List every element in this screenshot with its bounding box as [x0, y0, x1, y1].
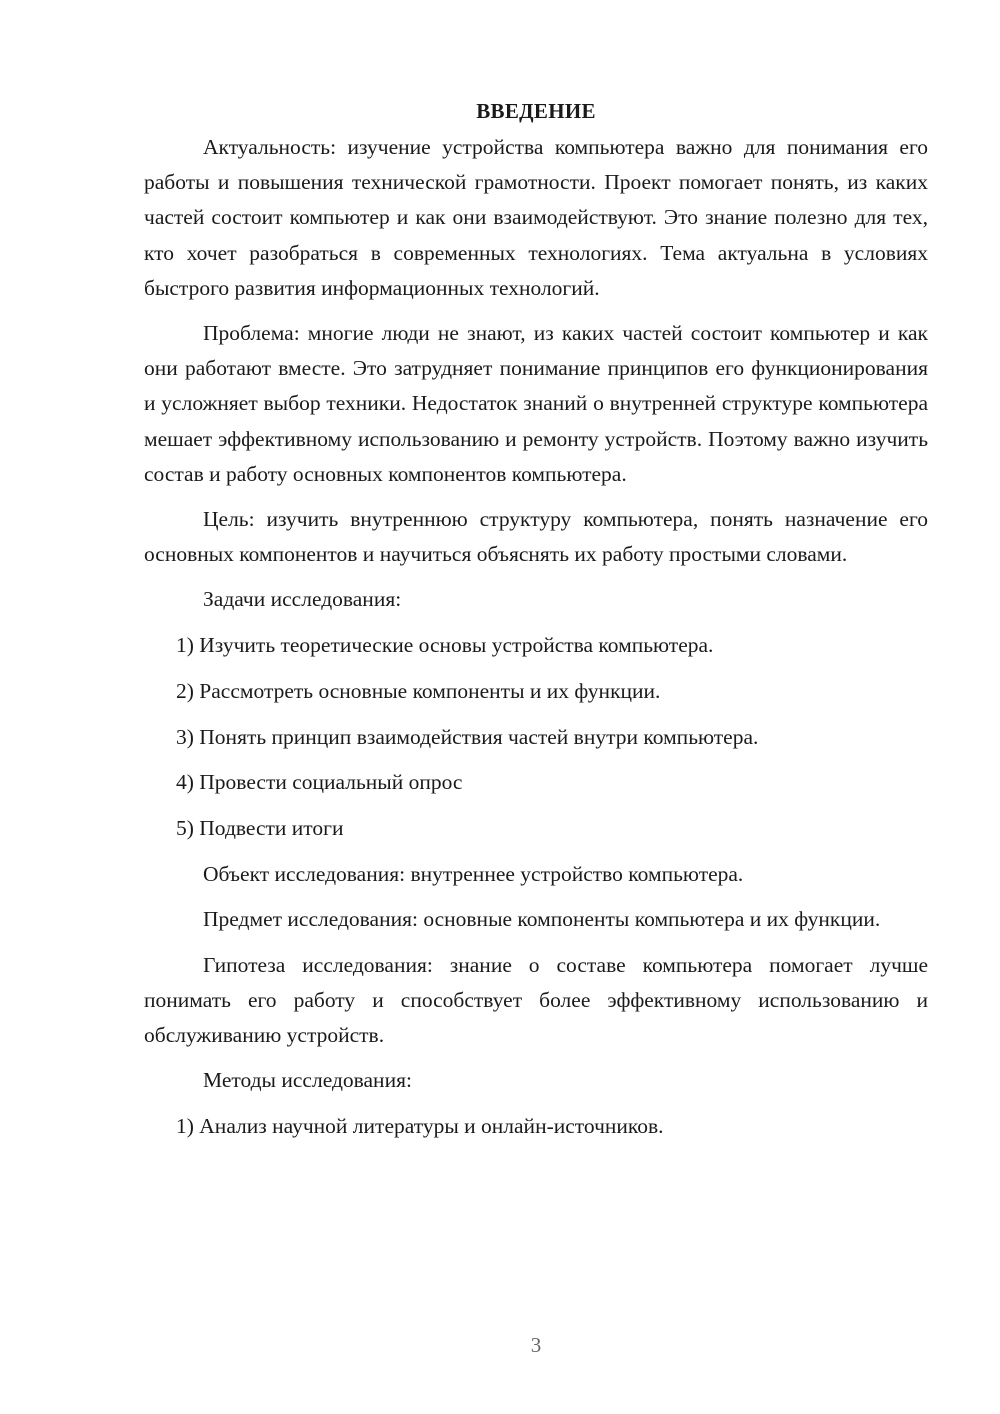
method-item-1: 1) Анализ научной литературы и онлайн-источников.	[176, 1113, 664, 1138]
task-item-4: 4) Провести социальный опрос	[176, 770, 463, 795]
relevance-paragraph: Актуальность: изучение устройства компьютера важно для понимания его работы и повышения технической грамотности. Проект помогает понять, из каких частей состоит компьютер и как они взаимодействуют. Это знание полезно для тех, кто хочет разобраться в современных технологиях. Тема актуальна в условиях быстрого развития информационных технологий.	[144, 135, 928, 300]
task-item-1: 1) Изучить теоретические основы устройства компьютера.	[176, 633, 714, 658]
object-paragraph: Объект исследования: внутреннее устройство компьютера.	[203, 861, 744, 886]
page-title: ВВЕДЕНИЕ	[476, 99, 596, 123]
task-item-5: 5) Подвести итоги	[176, 815, 344, 840]
document-page	[144, 96, 928, 1155]
hypothesis-paragraph: Гипотеза исследования: знание о составе компьютера помогает лучше понимать его работу и способствует более эффективному использованию и обслуживанию устройств.	[144, 952, 928, 1047]
methods-heading: Методы исследования:	[203, 1068, 412, 1093]
goal-paragraph: Цель: изучить внутреннюю структуру компьютера, понять назначение его основных компонентов и научиться объяснять их работу простыми словами.	[144, 507, 928, 567]
task-item-3: 3) Понять принцип взаимодействия частей внутри компьютера.	[176, 724, 759, 749]
subject-paragraph: Предмет исследования: основные компоненты компьютера и их функции.	[203, 907, 881, 932]
page-number: 3	[530, 1333, 542, 1357]
problem-paragraph: Проблема: многие люди не знают, из каких частей состоит компьютер и как они работают вместе. Это затрудняет понимание принципов его функционирования и усложняет выбор техники. Недостаток знаний о внутренней структуре компьютера мешает эффективному использованию и ремонту устройств. Поэтому важно изучить состав и работу основных компонентов компьютера.	[144, 321, 928, 486]
task-item-2: 2) Рассмотреть основные компоненты и их функции.	[176, 678, 661, 703]
tasks-heading: Задачи исследования:	[203, 587, 402, 612]
